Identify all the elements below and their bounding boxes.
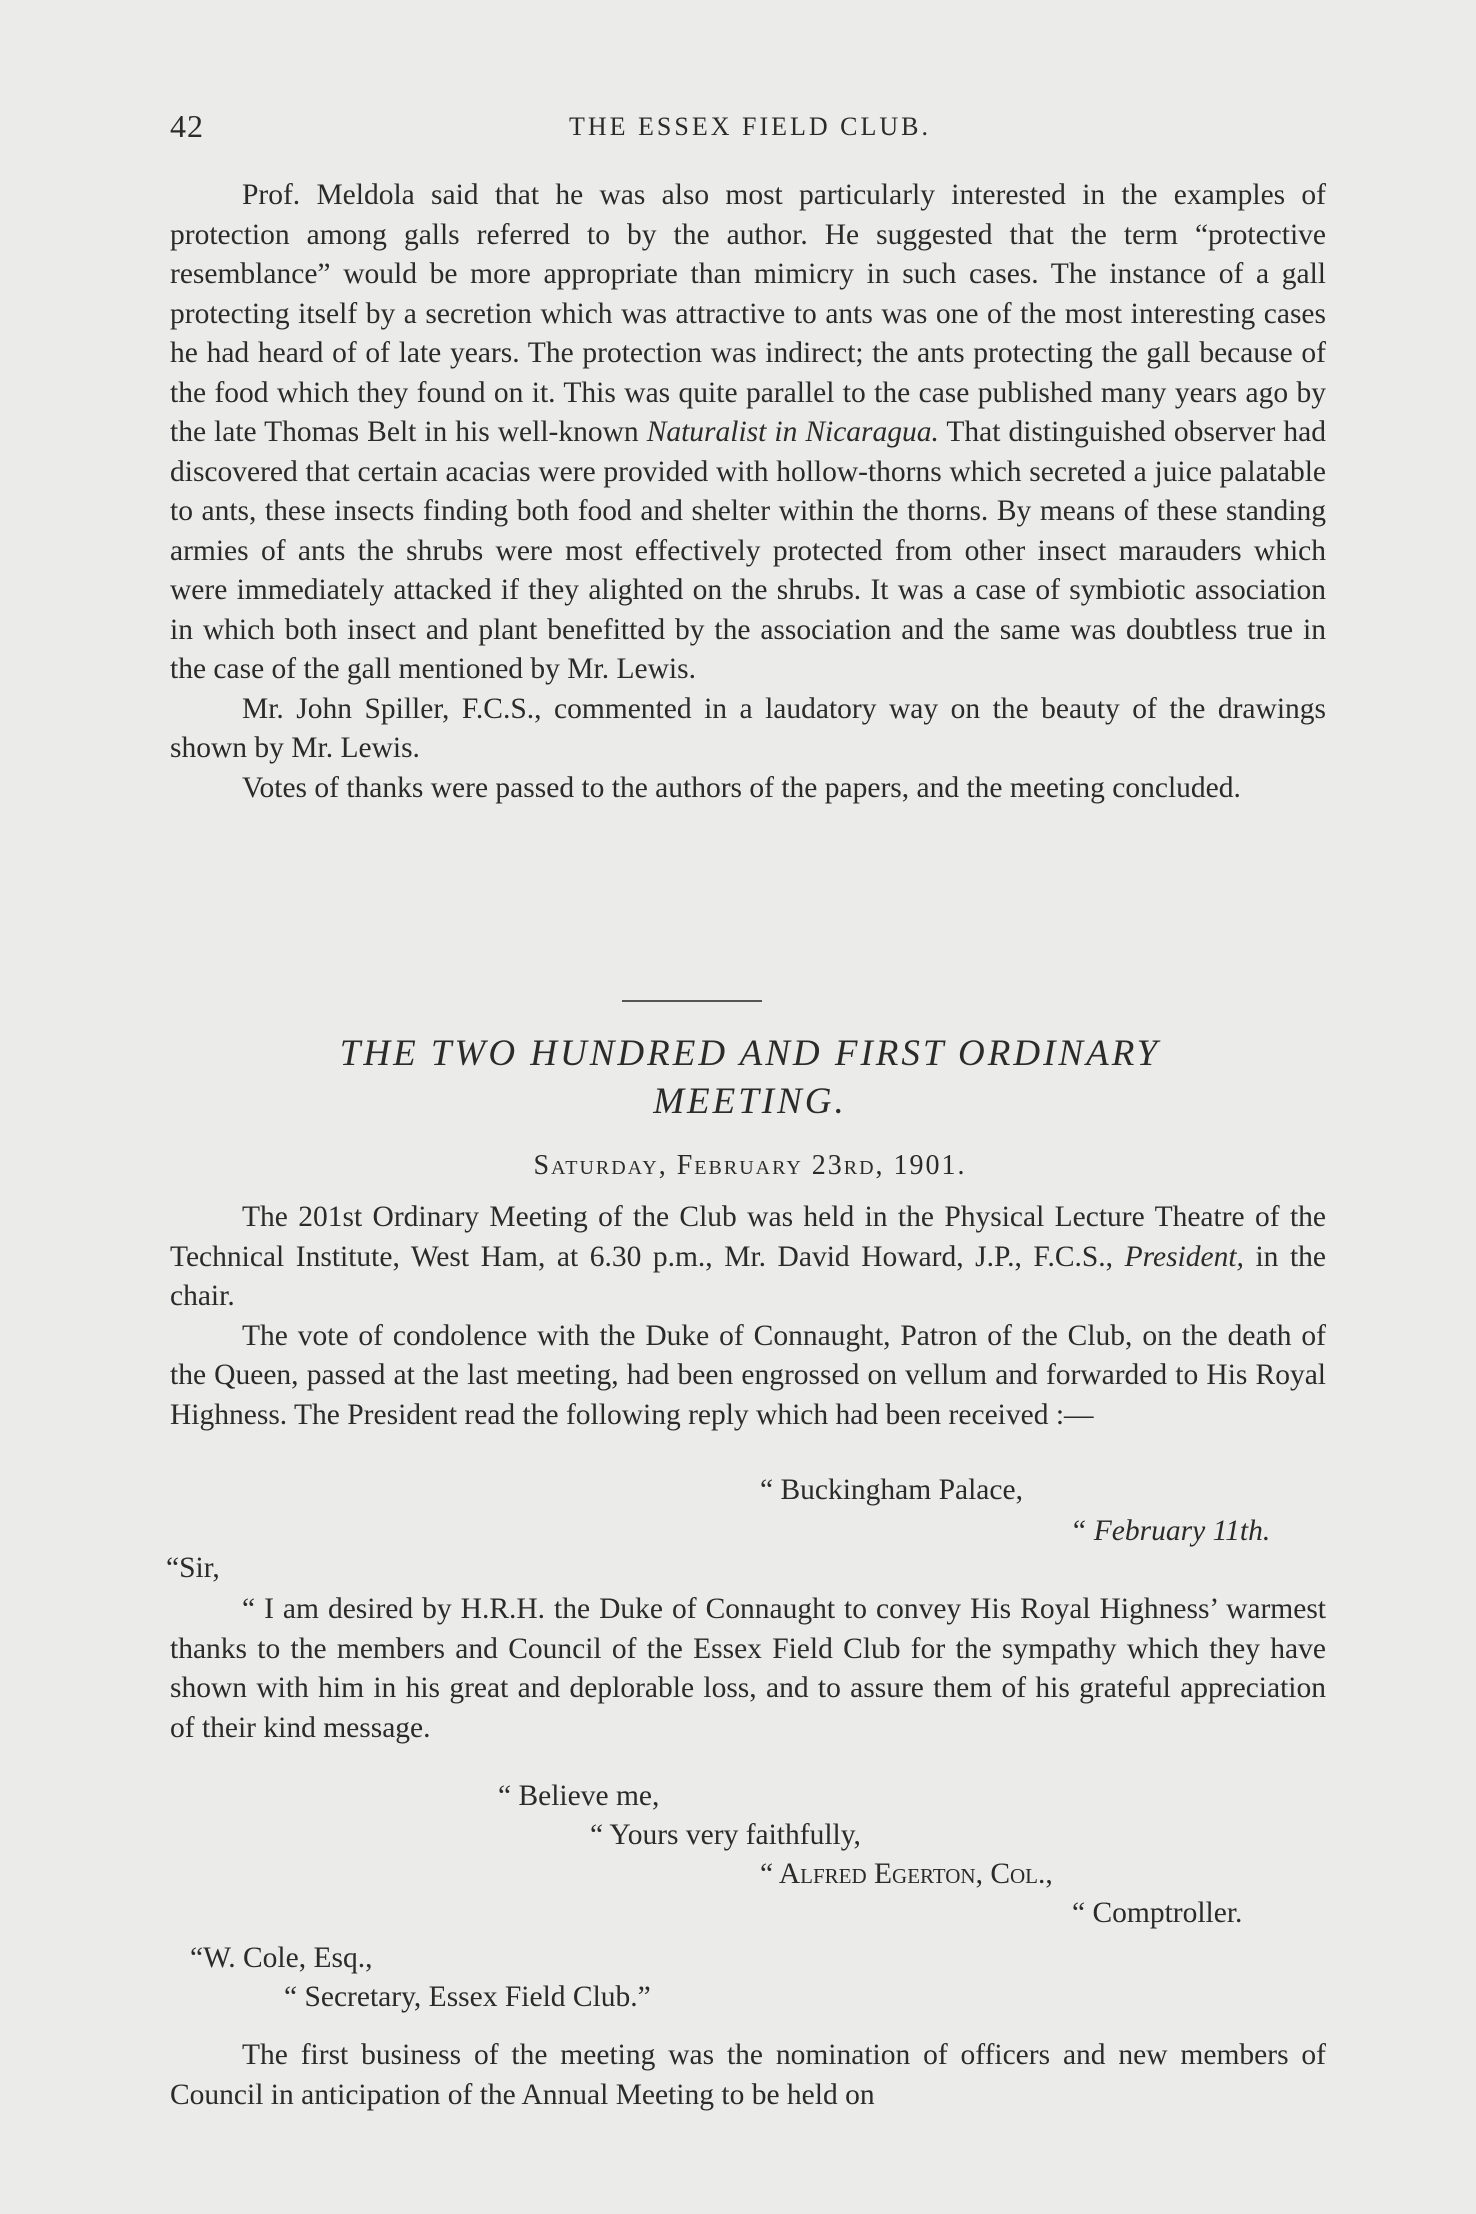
paragraph-nomination: The first business of the meeting was the nomination of officers and new members of Council in anticipation of the Annual Meeting to be held on [170, 2039, 1326, 2111]
letter-closing: “ Yours very faithfully, [590, 1819, 861, 1851]
section-divider [622, 1000, 762, 1002]
paragraph-text: That distinguished observer had discovered that certain acacias were provided with hollow-thorns which secreted a juice palatable to ants, these insects finding both food and shelter within the thorns. By means of these standing armies of ants the shrubs were most effectively protected from other insect marauders which were immediately attacked if they alighted on the shrubs. It was a case of symbiotic association in which both insect and plant benefitted by the association and the same was doubtless true in the case of the gall mentioned by Mr. Lewis. [170, 416, 1326, 685]
meeting-date: Saturday, February 23rd, 1901. [533, 1150, 967, 1181]
running-title: THE ESSEX FIELD CLUB. [569, 112, 931, 141]
final-section [170, 2036, 1326, 2115]
meeting-section [170, 1198, 1326, 1435]
paragraph-spiller: Mr. John Spiller, F.C.S., commented in a laudatory way on the beauty of the drawings shown by Mr. Lewis. [170, 692, 1326, 764]
section-title-line: THE TWO HUNDRED AND FIRST ORDINARY [339, 1033, 1161, 1074]
paragraph-condolence: The vote of condolence with the Duke of Connaught, Patron of the Club, on the death of the Queen, passed at the last meeting, had been engrossed on vellum and forwarded to His Royal Highness. The President read the following reply which had been received :— [170, 1319, 1326, 1431]
letter-addressee: “ Secretary, Essex Field Club.” [284, 1981, 651, 2013]
paragraph-text: Prof. Meldola said that he was also most particularly interested in the examples of protection among galls referred to by the author. He suggested that the term “protective resemblance” would be more appropriate than mimicry in such cases. The instance of a gall protecting itself by a secretion which was attractive to ants was one of the most interesting cases he had heard of of late years. The protection was indirect; the ants protecting the gall because of the food which they found on it. This was quite parallel to the case published many years ago by the late Thomas Belt in his well-known [170, 179, 1326, 448]
letter-paragraph: “ I am desired by H.R.H. the Duke of Connaught to convey His Royal Highness’ warmest thanks to the members and Council of the Essex Field Club for the sympathy which they have shown with him in his great and deplorable loss, and to assure them of his grateful appreciation of their kind message. [170, 1593, 1326, 1744]
president-title: President, [1124, 1240, 1244, 1273]
page-header [170, 108, 1330, 148]
paragraph-text: The 201st Ordinary Meeting of the Club was held in the Physical Lecture Theatre of the Technical Institute, West Ham, at 6.30 p.m., Mr. David Howard, J.P., F.C.S., [170, 1201, 1326, 1273]
page-number: 42 [170, 108, 204, 144]
letter-signature-title: “ Comptroller. [1072, 1897, 1243, 1929]
book-title: Naturalist in Nicaragua. [646, 416, 939, 448]
paragraph-votes: Votes of thanks were passed to the authors of the papers, and the meeting concluded. [242, 771, 1241, 804]
intro-section [170, 176, 1326, 808]
letter-closing: “ Believe me, [498, 1780, 660, 1812]
paragraph-meeting [170, 1198, 1326, 1317]
letter-salutation: “Sir, [166, 1552, 220, 1584]
section-title-line: MEETING. [653, 1081, 847, 1122]
section-title [170, 1030, 1330, 1126]
paragraph-text: in the chair. [170, 1240, 1326, 1312]
letter-address: “ Buckingham Palace, [760, 1474, 1023, 1506]
letter-signature: “ Alfred Egerton, Col., [760, 1858, 1053, 1890]
paragraph-meldola [170, 176, 1326, 690]
letter-date: “ February 11th. [1070, 1515, 1271, 1547]
letter-addressee: “W. Cole, Esq., [190, 1942, 373, 1974]
letter-body [170, 1590, 1326, 1748]
